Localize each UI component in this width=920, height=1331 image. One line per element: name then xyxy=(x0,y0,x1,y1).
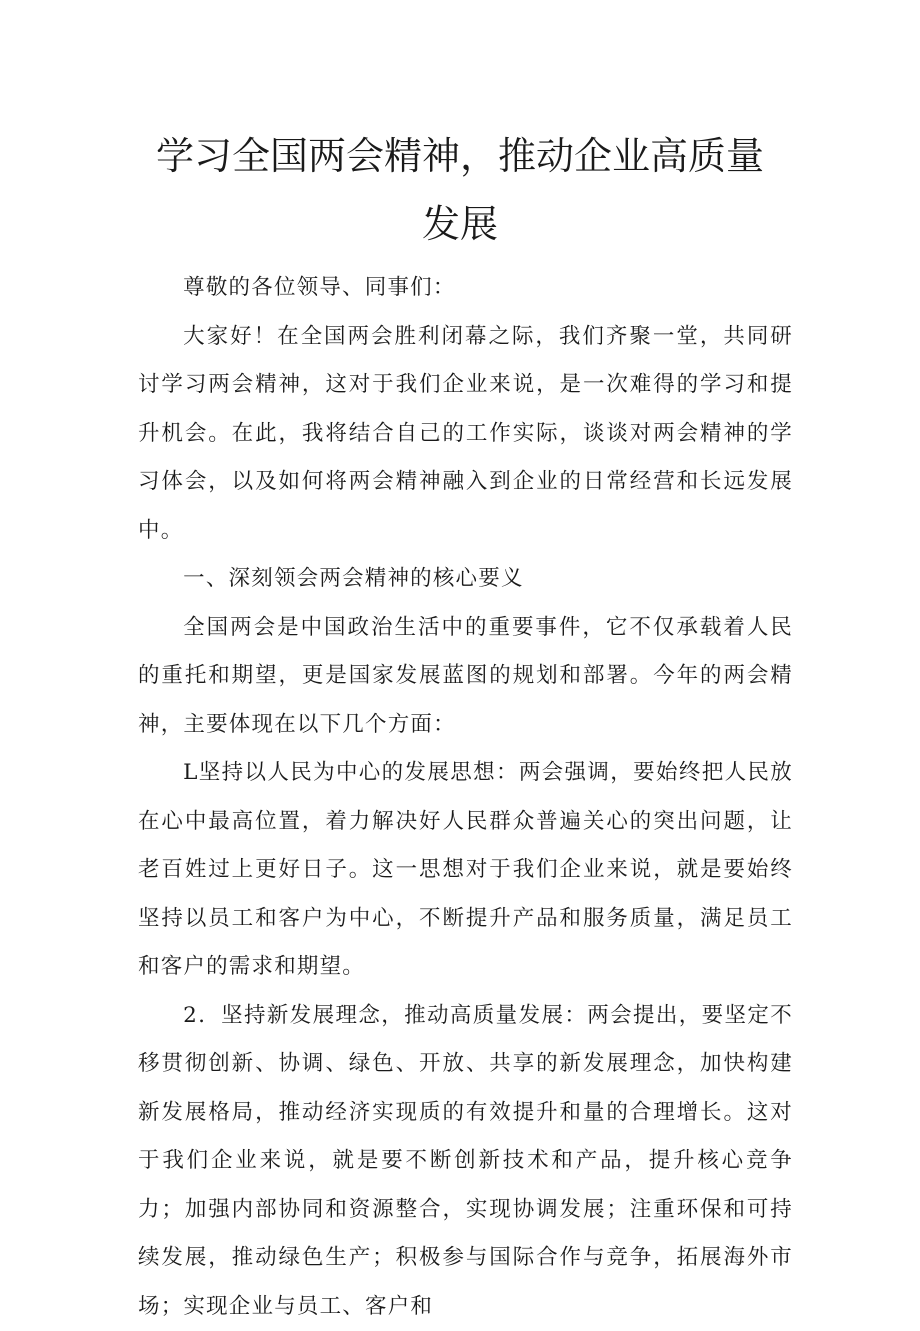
salutation-paragraph: 尊敬的各位领导、同事们： xyxy=(138,264,793,313)
section-intro-paragraph: 全国两会是中国政治生活中的重要事件，它不仅承载着人民的重托和期望，更是国家发展蓝图的规划和部署。今年的两会精神，主要体现在以下几个方面： xyxy=(138,604,793,750)
intro-paragraph: 大家好！在全国两会胜利闭幕之际，我们齐聚一堂，共同研讨学习两会精神，这对于我们企业来说，是一次难得的学习和提升机会。在此，我将结合自己的工作实际，谈谈对两会精神的学习体会，以及如何将两会精神融入到企业的日常经营和长远发展中。 xyxy=(138,313,793,556)
section-heading: 一、深刻领会两会精神的核心要义 xyxy=(138,555,793,604)
document-title: 学习全国两会精神，推动企业高质量发展 xyxy=(140,122,780,258)
point-two-paragraph: 2．坚持新发展理念，推动高质量发展：两会提出，要坚定不移贯彻创新、协调、绿色、开放、共享的新发展理念，加快构建新发展格局，推动经济实现质的有效提升和量的合理增长。这对于我们企业来说，就是要不断创新技术和产品，提升核心竞争力；加强内部协同和资源整合，实现协调发展；注重环保和可持续发展，推动绿色生产；积极参与国际合作与竞争，拓展海外市场；实现企业与员工、客户和 xyxy=(138,992,793,1331)
document-body xyxy=(138,264,793,1331)
point-one-paragraph: L坚持以人民为中心的发展思想：两会强调，要始终把人民放在心中最高位置，着力解决好人民群众普遍关心的突出问题，让老百姓过上更好日子。这一思想对于我们企业来说，就是要始终坚持以员工和客户为中心，不断提升产品和服务质量，满足员工和客户的需求和期望。 xyxy=(138,749,793,992)
